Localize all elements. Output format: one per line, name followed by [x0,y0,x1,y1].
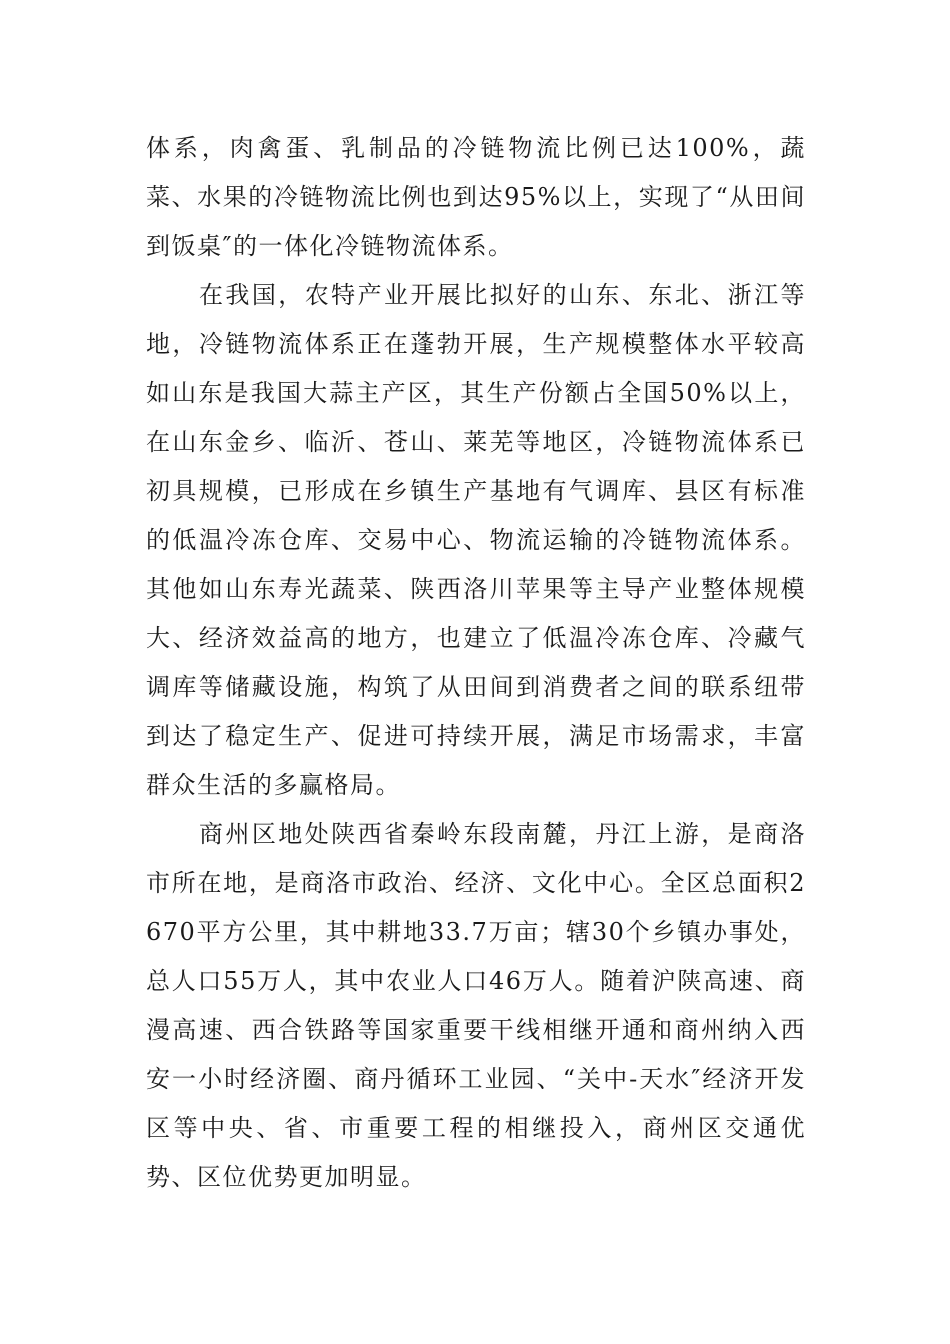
paragraph-cold-chain-system: 体系，肉禽蛋、乳制品的冷链物流比例已达100%，蔬菜、水果的冷链物流比例也到达95%以上，实现了“从田间到饭桌″的一体化冷链物流体系。 [146,134,806,260]
paragraph-domestic-development: 在我国，农特产业开展比拟好的山东、东北、浙江等地，冷链物流体系正在蓬勃开展，生产规模整体水平较高如山东是我国大蒜主产区，其生产份额占全国50%以上，在山东金乡、临沂、苍山、莱芜等地区，冷链物流体系已初具规模，已形成在乡镇生产基地有气调库、县区有标准的低温冷冻仓库、交易中心、物流运输的冷链物流体系。其他如山东寿光蔬菜、陕西洛川苹果等主导产业整体规模大、经济效益高的地方，也建立了低温冷冻仓库、冷藏气调库等储藏设施，构筑了从田间到消费者之间的联系纽带到达了稳定生产、促进可持续开展，满足市场需求，丰富群众生活的多赢格局。 [146,281,806,799]
document-body [146,124,806,1202]
paragraph-shangzhou-district: 商州区地处陕西省秦岭东段南麓，丹江上游，是商洛市所在地，是商洛市政治、经济、文化中心。全区总面积2670平方公里，其中耕地33.7万亩；辖30个乡镇办事处，总人口55万人，其中农业人口46万人。随着沪陕高速、商漫高速、西合铁路等国家重要干线相继开通和商州纳入西安一小时经济圈、商丹循环工业园、“关中-天水″经济开发区等中央、省、市重要工程的相继投入，商州区交通优势、区位优势更加明显。 [146,820,806,1191]
